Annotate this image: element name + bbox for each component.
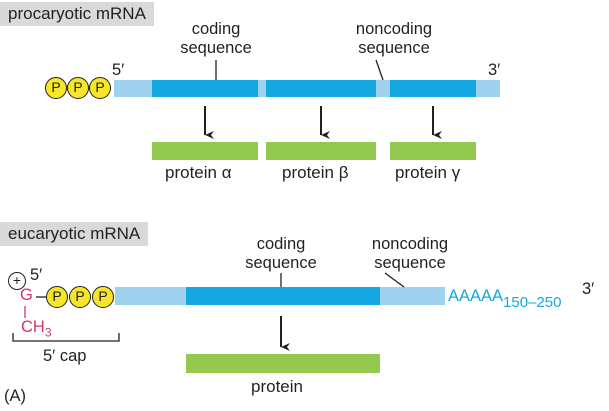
cap-label: 5′ cap: [43, 347, 87, 365]
cap-bracket: [13, 333, 119, 341]
prokaryotic-coding-label: coding sequence: [180, 20, 252, 57]
poly-a-length: 150–250: [503, 294, 562, 311]
protein-alpha-label: protein α: [165, 163, 232, 182]
phosphate-circle: P: [45, 77, 67, 99]
phosphate-circle: P: [69, 286, 91, 308]
poly-a-text: AAAAA: [448, 287, 504, 305]
protein-beta-label: protein β: [282, 163, 349, 182]
noncoding-pointer-line: [385, 273, 404, 287]
phosphate-circle: P: [67, 77, 89, 99]
prokaryotic-three-prime: 3′: [488, 61, 501, 79]
prokaryotic-five-prime: 5′: [112, 61, 125, 79]
prokaryotic-panel-label: procaryotic mRNA: [0, 2, 154, 26]
cap-methyl: $CH_3$: [21, 318, 52, 340]
eukaryotic-panel-label: eucaryotic mRNA: [0, 222, 148, 246]
figure-letter: (A): [4, 387, 26, 405]
phosphate-circle: P: [89, 77, 111, 99]
phosphate-circle: P: [92, 286, 114, 308]
eukaryotic-five-prime: 5′: [30, 266, 43, 284]
noncoding-pointer-line: [376, 60, 383, 80]
cap-plus-sign: +: [8, 272, 26, 290]
eukaryotic-noncoding-label: noncoding sequence: [371, 235, 449, 272]
cap-methyl-subscript: 3: [44, 325, 52, 340]
phosphate-circle: P: [46, 286, 68, 308]
prokaryotic-noncoding-label: noncoding sequence: [355, 20, 433, 57]
eukaryotic-three-prime: 3′: [582, 280, 595, 298]
eukaryotic-protein-label: protein: [251, 377, 303, 396]
protein-gamma-label: protein γ: [395, 163, 461, 182]
cap-guanine: G: [20, 286, 33, 304]
eukaryotic-coding-label: coding sequence: [245, 235, 317, 272]
